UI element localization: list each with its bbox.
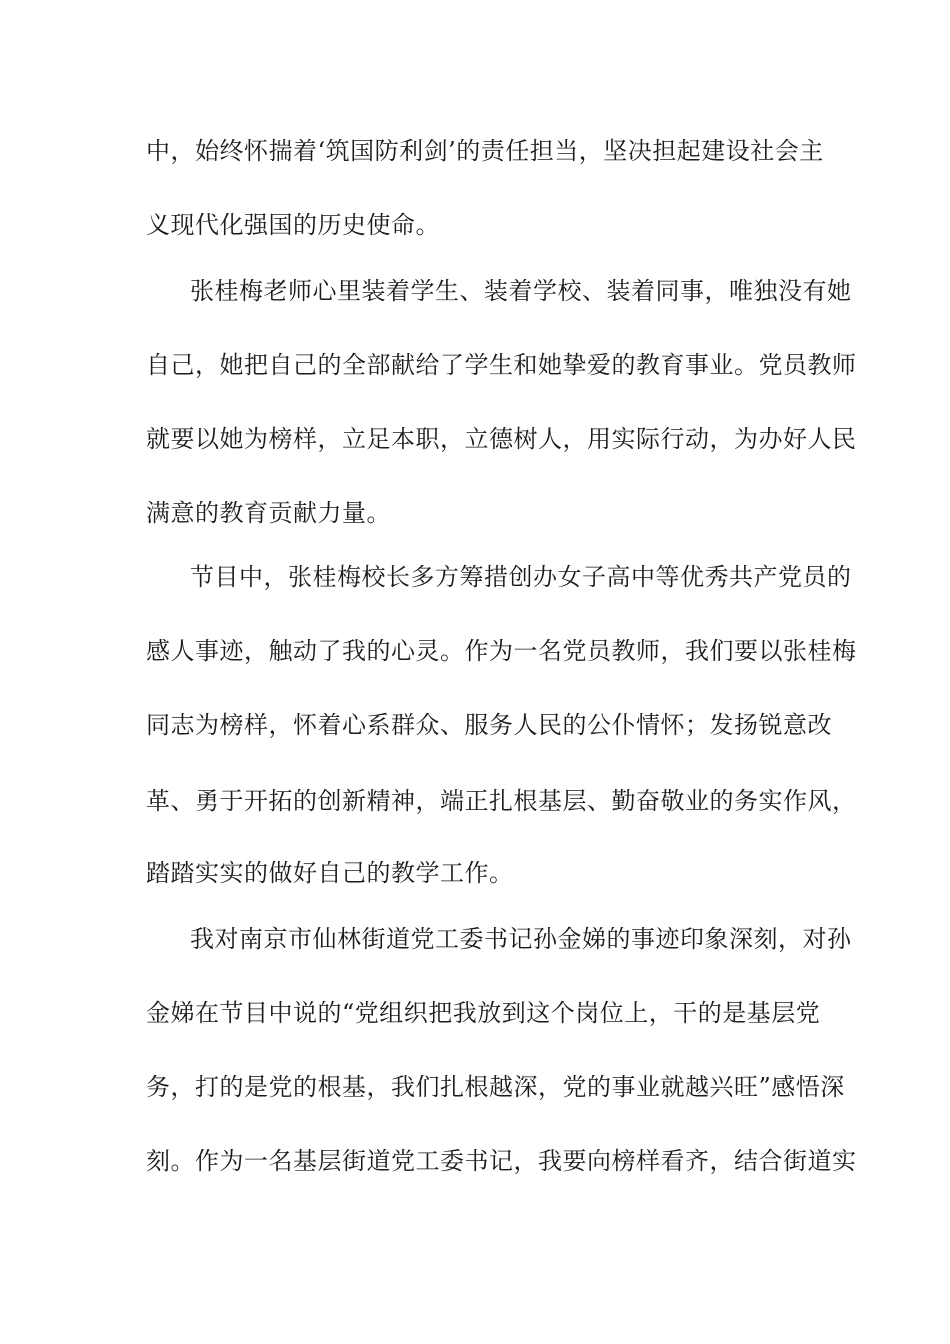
text-line: 义现代化强国的历史使命。 (146, 211, 440, 239)
paragraph-start-line: 节目中，张桂梅校长多方筹措创办女子高中等优秀共产党员的 (190, 563, 852, 591)
text-line: 务，打的是党的根基，我们扎根越深，党的事业就越兴旺”感悟深 (146, 1073, 845, 1101)
text-line: 金娣在节目中说的“党组织把我放到这个岗位上，干的是基层党 (146, 999, 821, 1027)
text-line: 刻。作为一名基层街道党工委书记，我要向榜样看齐，结合街道实 (146, 1147, 857, 1175)
text-line: 踏踏实实的做好自己的教学工作。 (146, 859, 514, 887)
text-line: 中，始终怀揣着‘筑国防利剑’的责任担当，坚决担起建设社会主 (146, 137, 824, 165)
text-line: 自己，她把自己的全部献给了学生和她挚爱的教育事业。党员教师 (146, 351, 857, 379)
text-line: 同志为榜样，怀着心系群众、服务人民的公仆情怀；发扬锐意改 (146, 711, 832, 739)
text-line: 满意的教育贡献力量。 (146, 499, 391, 527)
text-line: 革、勇于开拓的创新精神，端正扎根基层、勤奋敬业的务实作风， (146, 787, 857, 815)
paragraph-start-line: 我对南京市仙林街道党工委书记孙金娣的事迹印象深刻，对孙 (190, 925, 852, 953)
paragraph-start-line: 张桂梅老师心里装着学生、装着学校、装着同事，唯独没有她 (190, 277, 852, 305)
text-line: 感人事迹，触动了我的心灵。作为一名党员教师，我们要以张桂梅 (146, 637, 857, 665)
text-line: 就要以她为榜样，立足本职，立德树人，用实际行动，为办好人民 (146, 425, 857, 453)
